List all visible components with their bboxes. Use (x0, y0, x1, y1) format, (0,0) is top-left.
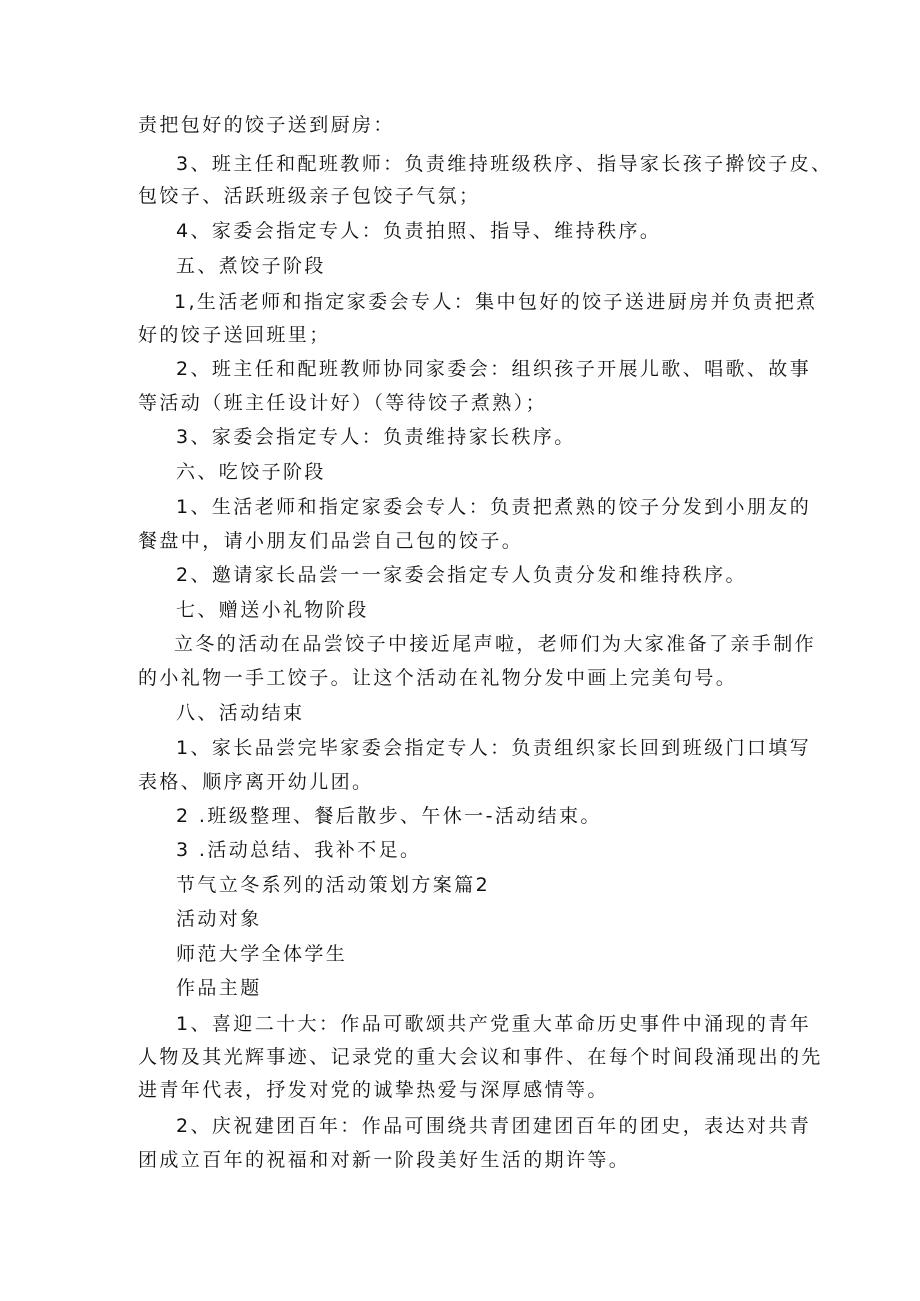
text-line: 进青年代表，抒发对党的诚挚热爱与深厚感情等。 (138, 1079, 609, 1101)
text-line: 师范大学全体学生 (176, 943, 348, 965)
text-line: 餐盘中，请小朋友们品尝自己包的饺子。 (138, 530, 524, 552)
section-heading: 作品主题 (176, 977, 262, 999)
text-line: 1、家长品尝完毕家委会指定专人：负责组织家长回到班级门口填写 (176, 737, 812, 759)
text-line: 2 .班级整理、餐后散步、午休一-活动结束。 (176, 805, 602, 827)
text-line: 立冬的活动在品尝饺子中接近尾声啦，老师们为大家准备了亲手制作 (174, 633, 817, 655)
text-line: 的小礼物一手工饺子。让这个活动在礼物分发中画上完美句号。 (138, 667, 738, 689)
text-line: 4、家委会指定专人：负责拍照、指导、维持秩序。 (176, 220, 662, 242)
text-line: 3 .活动总结、我补不足。 (176, 839, 422, 861)
text-line: 2、庆祝建团百年：作品可围绕共青团建团百年的团史，表达对共青 (176, 1115, 812, 1137)
text-line: 好的饺子送回班里； (138, 324, 331, 346)
text-line: 3、班主任和配班教师：负责维持班级秩序、指导家长孩子擀饺子皮、 (176, 153, 833, 175)
text-line: 团成立百年的祝福和对新一阶段美好生活的期许等。 (138, 1149, 631, 1171)
text-line: 包饺子、活跃班级亲子包饺子气氛； (138, 185, 481, 207)
text-line: 1、生活老师和指定家委会专人：负责把煮熟的饺子分发到小朋友的 (176, 496, 812, 518)
section-heading: 节气立冬系列的活动策划方案篇2 (176, 874, 491, 896)
section-heading: 活动对象 (176, 908, 262, 930)
text-line: 2、班主任和配班教师协同家委会：组织孩子开展儿歌、唱歌、故事 (176, 358, 812, 380)
text-line: 3、家委会指定专人：负责维持家长秩序。 (176, 426, 576, 448)
section-heading: 八、活动结束 (176, 702, 305, 724)
text-line: 人物及其光辉事迹、记录党的重大会议和事件、在每个时间段涌现出的先 (138, 1046, 823, 1068)
text-line: 表格、顺序离开幼儿团。 (138, 771, 374, 793)
section-heading: 七、赠送小礼物阶段 (176, 599, 369, 621)
section-heading: 六、吃饺子阶段 (176, 461, 326, 483)
text-line: 2、邀请家长品尝一一家委会指定专人负责分发和维持秩序。 (176, 564, 747, 586)
text-line: 等活动（班主任设计好）（等待饺子煮熟）； (138, 392, 548, 414)
text-line: 1,生活老师和指定家委会专人：集中包好的饺子送进厨房并负责把煮 (174, 291, 818, 313)
text-line: 1、喜迎二十大：作品可歌颂共产党重大革命历史事件中涌现的青年 (176, 1013, 812, 1035)
text-line: 责把包好的饺子送到厨房： (138, 114, 395, 136)
section-heading: 五、煮饺子阶段 (176, 255, 326, 277)
